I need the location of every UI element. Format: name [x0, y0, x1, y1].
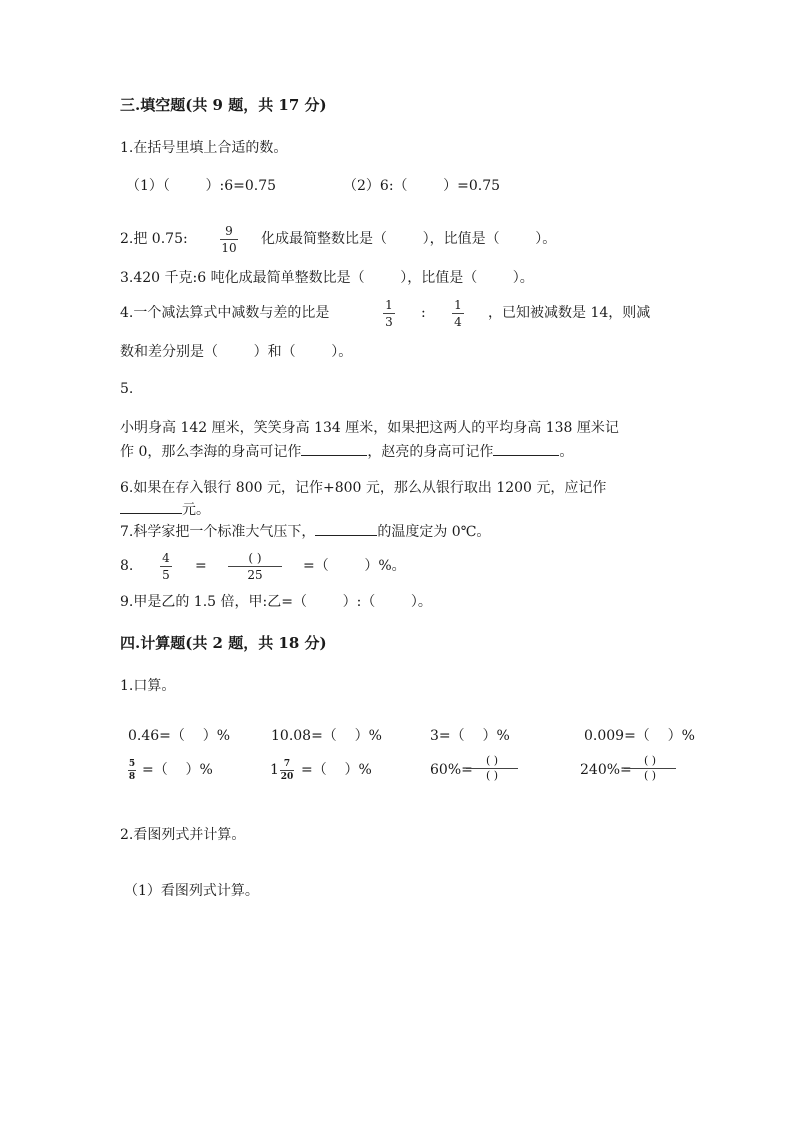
answer-blank[interactable] — [301, 441, 367, 456]
q6-unit: 元。 — [182, 502, 210, 518]
calc-q2-sub: （1）看图列式计算。 — [124, 883, 259, 899]
calc-240-fraction — [624, 755, 676, 782]
section-3-title: 三.填空题(共 9 题，共 17 分) — [120, 96, 327, 114]
q5-line2-a: 作 0，那么李海的身高可记作 — [120, 444, 302, 460]
calc-f1-den: 8 — [128, 772, 136, 782]
calc-f1-num: 5 — [128, 759, 136, 769]
oral-calc-item: 10.08=（ ）% — [271, 728, 382, 744]
q5-line2 — [120, 441, 573, 461]
q2-fraction-den: 10 — [221, 241, 237, 255]
fraction-bar — [383, 313, 395, 314]
calc-q2-stem: 2.看图列式并计算。 — [120, 827, 246, 843]
fraction-bar — [220, 239, 238, 240]
q4-fraction-1 — [383, 298, 395, 329]
q5-line1: 小明身高 142 厘米，笑笑身高 134 厘米，如果把这两人的平均身高 138 厘米记 — [120, 420, 619, 436]
q7-text — [120, 521, 490, 541]
q8-f2-num: ( ) — [248, 551, 262, 565]
q2-lead: 2.把 0.75: — [120, 231, 188, 247]
q8-fraction-1 — [160, 551, 172, 582]
q4-f1-num: 1 — [385, 298, 393, 312]
answer-blank[interactable] — [120, 499, 182, 514]
q8-f2-den: 25 — [247, 568, 263, 582]
calc-mixed-whole: 1 — [270, 762, 279, 778]
fraction-bar — [228, 566, 282, 567]
calc-60-den: ( ) — [485, 769, 499, 782]
oral-calc-item: 3=（ ）% — [430, 728, 510, 744]
q6-line2 — [120, 499, 210, 519]
q2-tail: 化成最简整数比是（ ），比值是（ ）。 — [261, 231, 557, 247]
q2-fraction-num: 9 — [225, 224, 233, 238]
q4-f1-den: 3 — [385, 315, 393, 329]
q2-fraction — [220, 224, 238, 255]
oral-calc-item: 0.46=（ ）% — [128, 728, 231, 744]
q4-f2-num: 1 — [454, 298, 462, 312]
calc-q1-stem: 1.口算。 — [120, 678, 176, 694]
calc-240-percent: 240%= — [580, 762, 632, 778]
calc-mixed-fraction — [280, 759, 294, 782]
calc-60-num: ( ) — [485, 754, 499, 767]
calc-mix-den: 20 — [280, 772, 294, 782]
calc-240-den: ( ) — [643, 769, 657, 782]
calc-f1-tail: =（ ）% — [142, 762, 213, 778]
q8-f1-num: 4 — [162, 551, 170, 565]
answer-blank[interactable] — [493, 441, 559, 456]
q8-equals: = — [195, 558, 207, 574]
q8-f1-den: 5 — [162, 568, 170, 582]
calc-mix-tail: =（ ）% — [301, 762, 372, 778]
q8-number: 8. — [120, 558, 134, 574]
q5-line2-c: 。 — [559, 444, 574, 460]
q4-tail: ，已知被减数是 14，则减 — [488, 305, 651, 321]
q7-lead: 7.科学家把一个标准大气压下， — [120, 524, 316, 540]
q9-text: 9.甲是乙的 1.5 倍，甲:乙=（ ）:（ ）。 — [120, 594, 432, 610]
fraction-bar — [128, 770, 136, 771]
q3-text: 3.420 千克:6 吨化成最简单整数比是（ ），比值是（ ）。 — [120, 270, 534, 286]
section-4-title: 四.计算题(共 2 题，共 18 分) — [120, 634, 327, 652]
calc-mix-num: 7 — [283, 759, 291, 769]
q6-line1: 6.如果在存入银行 800 元，记作+800 元，那么从银行取出 1200 元，应记作 — [120, 480, 607, 496]
q5-number: 5. — [120, 381, 134, 397]
calc-60-fraction — [466, 755, 518, 782]
q1-part2: （2）6:（ ）=0.75 — [343, 178, 501, 194]
q4-fraction-2 — [452, 298, 464, 329]
q1-part1: （1）（ ）:6=0.75 — [126, 178, 277, 194]
fraction-bar — [452, 313, 464, 314]
q4-lead: 4.一个减法算式中减数与差的比是 — [120, 305, 330, 321]
oral-calc-item: 0.009=（ ）% — [584, 728, 695, 744]
q8-tail: =（ ）%。 — [303, 558, 406, 574]
fraction-bar — [280, 770, 294, 771]
q8-fraction-2 — [228, 551, 282, 582]
fraction-bar — [160, 566, 172, 567]
q1-stem: 1.在括号里填上合适的数。 — [120, 140, 288, 156]
q7-tail: 的温度定为 0℃。 — [377, 524, 491, 540]
calc-240-num: ( ) — [643, 754, 657, 767]
q4-colon: : — [421, 305, 426, 321]
calc-fraction-5-8 — [128, 759, 136, 782]
q4-f2-den: 4 — [454, 315, 462, 329]
calc-60-percent: 60%= — [430, 762, 473, 778]
answer-blank[interactable] — [315, 521, 377, 536]
q4-line2: 数和差分别是（ ）和（ ）。 — [120, 344, 353, 360]
q5-line2-b: ，赵亮的身高可记作 — [367, 444, 494, 460]
